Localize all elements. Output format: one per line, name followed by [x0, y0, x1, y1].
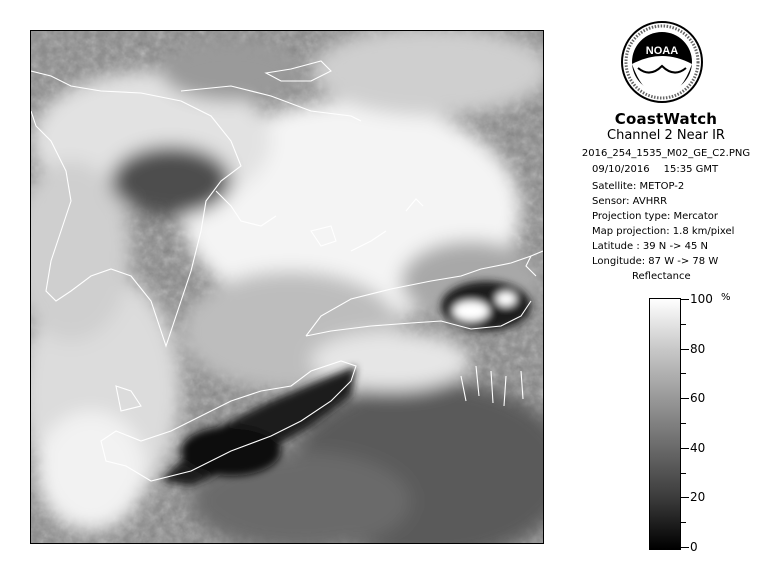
metadata-item: [592, 180, 684, 194]
metadata-label: Latitude :: [592, 241, 643, 252]
metadata-item: [592, 255, 718, 269]
reflectance-colorbar: [649, 298, 681, 550]
scale-tick-mark: [681, 522, 686, 523]
metadata-label: Longitude:: [592, 256, 649, 267]
metadata-label: Map projection:: [592, 226, 673, 237]
acquisition-datetime: [592, 163, 718, 177]
scale-tick-label: 0: [690, 540, 698, 554]
satellite-image: [30, 30, 544, 544]
scale-tick-mark: [681, 473, 686, 474]
metadata-item: [592, 225, 734, 239]
metadata-item: [592, 240, 708, 254]
scale-tick-mark: [681, 448, 689, 449]
image-filename: 2016_254_1535_M02_GE_C2.PNG: [581, 148, 751, 159]
scale-tick-mark: [681, 299, 689, 300]
scale-tick-mark: [681, 398, 689, 399]
brand-title: CoastWatch: [614, 110, 718, 128]
scale-unit: %: [721, 292, 731, 303]
metadata-value: 39 N -> 45 N: [642, 241, 709, 252]
scale-tick-mark: [681, 423, 686, 424]
acquisition-time: 15:35 GMT: [663, 164, 719, 175]
scale-tick-label: 40: [690, 441, 706, 455]
metadata-value: 87 W -> 78 W: [648, 256, 719, 267]
metadata-label: Satellite:: [592, 181, 640, 192]
scale-tick-label: 80: [690, 342, 706, 356]
metadata-value: AVHRR: [632, 196, 668, 207]
bright-cloud-cluster: [441, 281, 531, 331]
scale-tick-label: 20: [690, 490, 706, 504]
scale-tick-label: 100: [690, 292, 713, 306]
scale-tick-label: 60: [690, 391, 706, 405]
scale-tick-mark: [681, 349, 689, 350]
metadata-label: Projection type:: [592, 211, 674, 222]
acquisition-date: 09/10/2016: [592, 164, 650, 175]
scale-tick-mark: [681, 547, 689, 548]
channel-label: Channel 2 Near IR: [607, 128, 725, 143]
metadata-value: Mercator: [673, 211, 718, 222]
metadata-item: [592, 195, 667, 209]
metadata-value: 1.8 km/pixel: [672, 226, 735, 237]
satellite-scene: [31, 31, 543, 543]
metadata-item: [592, 210, 718, 224]
metadata-value: METOP-2: [639, 181, 685, 192]
noaa-logo: [620, 20, 704, 104]
scale-title: Reflectance: [632, 271, 691, 282]
logo-center-text: NOAA: [645, 45, 679, 57]
scale-tick-mark: [681, 373, 686, 374]
scale-tick-mark: [681, 324, 686, 325]
scale-tick-mark: [681, 497, 689, 498]
metadata-label: Sensor:: [592, 196, 633, 207]
